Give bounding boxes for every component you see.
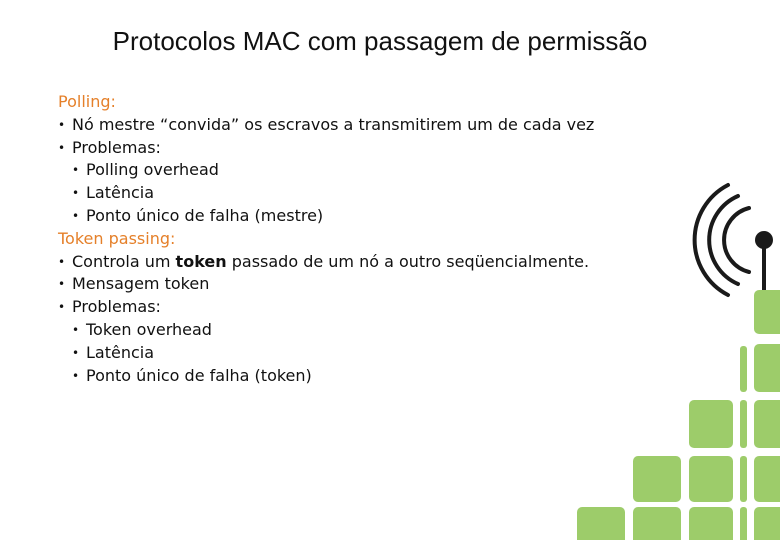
bullet-text: Mensagem token	[72, 274, 210, 294]
bullet-icon: •	[58, 254, 66, 269]
bullet-text: Problemas:	[72, 137, 161, 157]
bullet-text: Token overhead	[86, 319, 212, 339]
bullet-text: Polling overhead	[86, 160, 219, 180]
bullet-text-bold: token	[175, 251, 227, 271]
bullet-text: Nó mestre “convida” os escravos a transmitirem um de cada vez	[72, 114, 595, 134]
bullet-icon: •	[72, 368, 80, 383]
bullet-icon: •	[58, 277, 66, 292]
section-heading-polling: Polling:	[58, 92, 116, 111]
bullet-icon: •	[72, 322, 80, 337]
bullet-icon: •	[58, 117, 66, 132]
bullet-text: Ponto único de falha (token)	[86, 365, 312, 385]
bullet-icon: •	[58, 300, 66, 315]
green-tile-staircase	[577, 290, 780, 540]
bullet-text: Latência	[86, 342, 155, 362]
bullet-text: Problemas:	[72, 297, 161, 317]
bullet-icon: •	[72, 163, 80, 178]
bullet-icon: •	[72, 345, 80, 360]
bullet-text-prefix: Controla um	[72, 251, 176, 271]
bullet-text: Latência	[86, 183, 155, 203]
bullet-text-suffix: passado de um nó a outro seqüencialmente.	[226, 251, 590, 271]
bullet-icon: •	[72, 208, 80, 223]
bullet-icon: •	[72, 186, 80, 201]
slide-title: Protocolos MAC com passagem de permissão	[112, 26, 648, 56]
bullet-icon: •	[58, 140, 66, 155]
section-heading-token-passing: Token passing:	[58, 228, 176, 248]
bullet-text: Ponto único de falha (mestre)	[86, 205, 324, 225]
